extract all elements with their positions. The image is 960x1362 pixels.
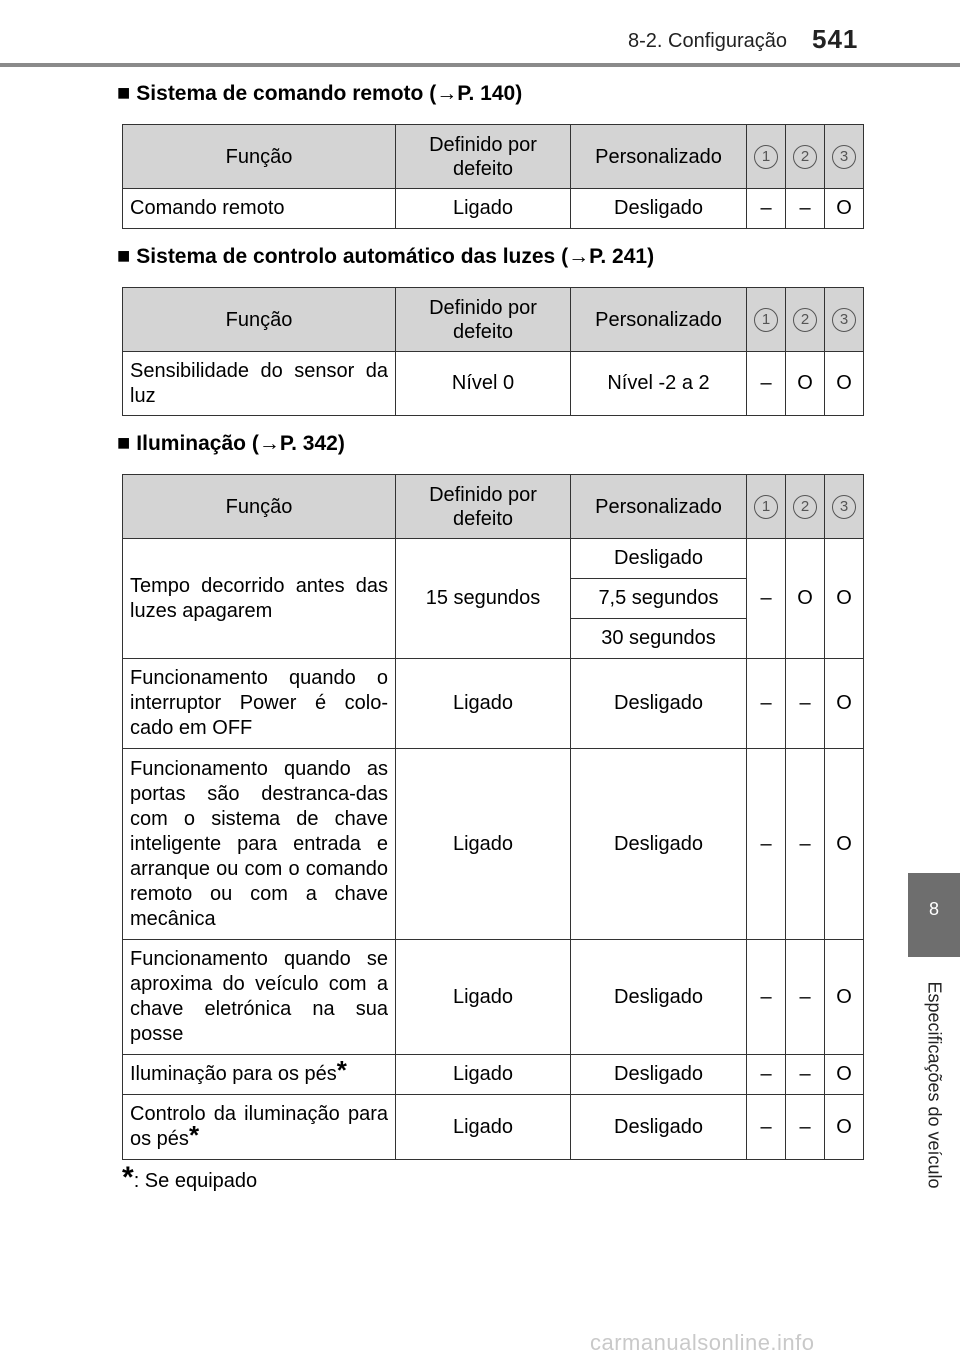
square-bullet-icon: ■: [117, 80, 131, 105]
circled-2-icon: 2: [793, 308, 817, 332]
column-header-personalizado: Personalizado: [571, 288, 747, 352]
arrow-icon: →: [436, 82, 458, 105]
chapter-tab-label: Especificações do veículo: [924, 981, 945, 1189]
table-row: Sensibilidade do sensor da luz Nível 0 Nível -2 a 2 – O O: [123, 352, 864, 416]
square-bullet-icon: ■: [117, 243, 131, 268]
settings-table-auto-lights: [122, 287, 864, 416]
section-header: 8-2. Configuração: [628, 30, 787, 52]
column-header-funcao: Função: [123, 125, 396, 189]
section-title-remote-control: ■ Sistema de comando remoto (→P. 140): [117, 80, 523, 105]
header-divider: [0, 63, 960, 67]
square-bullet-icon: ■: [117, 430, 131, 455]
circled-3-icon: 3: [832, 145, 856, 169]
table-row: Tempo decorrido antes das luzes apagarem 15 segundos Desligado – O O: [123, 539, 864, 579]
column-header-funcao: Função: [123, 475, 396, 539]
table-row: Funcionamento quando o interruptor Power é colo-cado em OFF Ligado Desligado – – O: [123, 659, 864, 749]
column-header-personalizado: Personalizado: [571, 125, 747, 189]
circled-1-icon: 1: [754, 308, 778, 332]
column-header-funcao: Função: [123, 288, 396, 352]
circled-2-icon: 2: [793, 495, 817, 519]
section-title-illumination: ■ Iluminação (→P. 342): [117, 430, 345, 455]
circled-2-icon: 2: [793, 145, 817, 169]
column-header-defeito: Definido por defeito: [396, 125, 571, 189]
asterisk-icon: *: [188, 1120, 200, 1150]
circled-3-icon: 3: [832, 308, 856, 332]
chapter-tab-number: 8: [928, 899, 939, 919]
column-header-defeito: Definido por defeito: [396, 288, 571, 352]
settings-table-remote-control: [122, 124, 864, 229]
chapter-tab: [908, 873, 960, 957]
arrow-icon: →: [568, 245, 590, 268]
arrow-icon: →: [258, 432, 280, 455]
circled-1-icon: 1: [754, 145, 778, 169]
footnote: *: Se equipado: [122, 1161, 258, 1194]
asterisk-icon: *: [122, 1161, 134, 1194]
section-title-auto-lights: ■ Sistema de controlo automático das luzes (→P. 241): [117, 243, 655, 268]
circled-1-icon: 1: [754, 495, 778, 519]
table-row: Iluminação para os pés* Ligado Desligado – – O: [123, 1055, 864, 1095]
column-header-personalizado: Personalizado: [571, 475, 747, 539]
table-row: Comando remoto Ligado Desligado – – O: [123, 189, 864, 229]
table-row: Funcionamento quando as portas são destranca-das com o sistema de chave inteligente para entrada e arranque ou com o comando remoto ou com a chave mecânica Ligado Desligado – – O: [123, 749, 864, 940]
column-header-defeito: Definido por defeito: [396, 475, 571, 539]
table-row: Controlo da iluminação para os pés* Ligado Desligado – – O: [123, 1095, 864, 1160]
page-number: 541: [812, 24, 859, 54]
watermark: carmanualsonline.info: [590, 1330, 815, 1355]
table-row: Funcionamento quando se aproxima do veículo com a chave eletrónica na sua posse Ligado Desligado – – O: [123, 940, 864, 1055]
asterisk-icon: *: [336, 1055, 347, 1085]
settings-table-illumination: Função Definido por defeito Personalizado 1 2 3 Tempo decorrido antes das luzes apagarem 15 segundos Desligado – O O 7,5 segundos 30 segundos Funcionamento quando o interruptor Power é colo-cado em OFF Ligado Desligado – – O Funcionamento quando as portas são destranca-das com o sistema de chave inteligente para entrada e arranque ou com o comando remoto ou com a chave mecânica Ligado Desligado – – O Funcionamento quando se aproxima do veículo com a chave eletrónica na sua posse Ligado Desligado – – O Iluminação para os pés* Ligado Desligado – – O Controlo da iluminação para os pés* Ligado Desligado – – O: [122, 474, 864, 1160]
circled-3-icon: 3: [832, 495, 856, 519]
